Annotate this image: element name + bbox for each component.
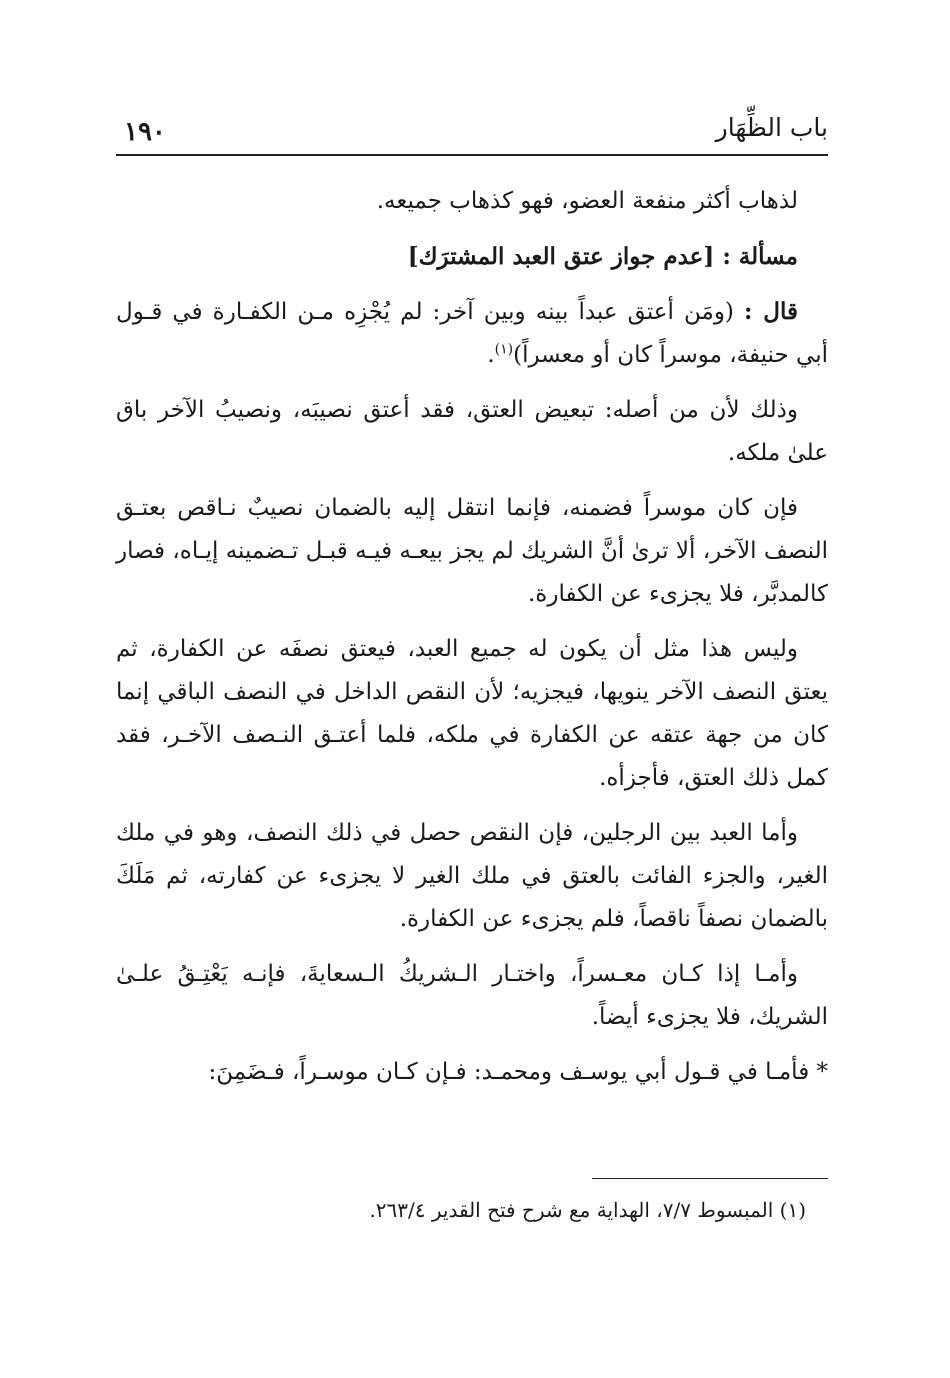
paragraph-3 xyxy=(116,290,828,377)
paragraph-9: * فأمـا في قـول أبي يوسـف ومحمـد: فـإن كـان موسـراً، فـضَمِنَ: xyxy=(208,1059,828,1085)
section-heading xyxy=(116,235,828,278)
paragraph-4: وذلك لأن من أصله: تبعيض العتق، فقد أعتق نصيبَه، ونصيبُ الآخر باق علىٰ ملكه. xyxy=(116,397,828,466)
paragraph-7: وأما العبد بين الرجلين، فإن النقص حصل في ذلك النصف، وهو في ملك الغير، والجزء الفائت بالعتق في ملك الغير لا يجزىء عن كفارته، ثم مَلَكَ بالضمان نصفاً ناقصاً، فلم يجزىء عن الكفارة. xyxy=(116,820,828,932)
body-text xyxy=(116,180,828,1106)
paragraph-3-text: (ومَن أعتق عبداً بينه وبين آخر: لم يُجْزِه مـن الكفـارة في قـول أبي حنيفة، موسراً كان أو معسراً) xyxy=(116,299,828,368)
paragraph-5: فإن كان موسراً فضمنه، فإنما انتقل إليه بالضمان نصيبٌ نـاقص بعتـق النصف الآخر، ألا ترىٰ أنَّ الشريك لم يجز بيعـه فيـه قبـل تـضمينه إيـاه، فصار كالمدبَّر، فلا يجزىء عن الكفارة. xyxy=(116,495,828,607)
paragraph-1: لذهاب أكثر منفعة العضو، فهو كذهاب جميعه. xyxy=(376,188,798,214)
page-number: ١٩٠ xyxy=(124,117,166,147)
paragraph-8: وأمـا إذا كـان معـسراً، واختـار الـشريكُ الـسعايةَ، فإنـه يَعْتِـقُ علـىٰ الشريك، فلا يجزىء أيضاً. xyxy=(116,961,828,1030)
footnote-ref-1[interactable]: (١) xyxy=(494,341,514,358)
footnote-1: (١) المبسوط ٧/٧، الهداية مع شرح فتح القدير ٢٦٣/٤. xyxy=(369,1198,806,1222)
heading-label: مسألة : xyxy=(722,243,798,270)
heading-title: [عدم جواز عتق العبد المشترَك] xyxy=(407,243,715,270)
running-title: باب الظِّهَار xyxy=(715,113,828,142)
page-header xyxy=(116,108,828,156)
footnote-divider xyxy=(592,1178,828,1179)
paragraph-3-end: . xyxy=(487,342,495,368)
qala-label: قال : xyxy=(744,298,798,325)
paragraph-6: وليس هذا مثل أن يكون له جميع العبد، فيعتق نصفَه عن الكفارة، ثم يعتق النصف الآخر ينويها، فيجزيه؛ لأن النقص الداخل في النصف الباقي إنما كان من جهة عتقه عن الكفارة في ملكه، فلما أعتـق النـصف الآخـر، فقد كمل ذلك العتق، فأجزأه. xyxy=(116,636,828,791)
